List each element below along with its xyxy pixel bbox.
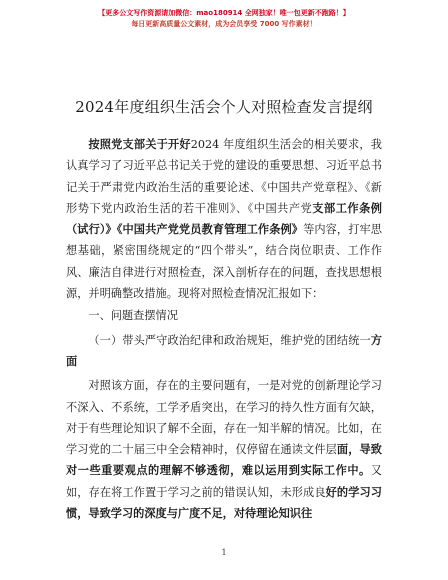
intro-bold-regulations: 支部工作条例（试行）》《中国共产党党员教育管理工作条例》 (66, 201, 382, 237)
section-heading: 一、问题查摆情况 (88, 309, 178, 323)
body-text-1: 对照该方面，存在的主要问题有，一是对党的创新理论学习不深入、不系统，工学矛盾突出，在学习的持久性方面有欠缺，对于有些理论知识了解不全面，存在一知半解的情况。比如，在学习党的二十届三中全会精神时，仅停留在通读文件层 (66, 379, 382, 457)
document-body (66, 134, 382, 524)
intro-text-1: 2024 年度组织生活会的相关要求，我认真学习了习近平总书记关于党的建设的重要思想、习近平总书记关于严肃党内政治生活的重要论述、《中国共产党章程》、《新形势下党内政治生活的若干准则》、《中国共产党 (66, 138, 382, 215)
intro-paragraph (66, 134, 382, 304)
promo-line-2: 每日更新高质量公文素材，成为会员享受 7000 写作素材！ (131, 20, 317, 28)
document-title: 2024年度组织生活会个人对照检查发言提纲 (75, 98, 373, 116)
body-bold-1: 面，导致对一些重要观点的理解不够透彻，难以运用到实际工作中。 (66, 443, 382, 478)
subsection-heading-text: （一）带头严守政治纪律和政治规矩，维护党的团结统一 (88, 333, 371, 347)
page-number: 1 (221, 548, 227, 557)
promo-banner (0, 8, 448, 30)
body-text-2: 又如，存在将工作置于学习之前的错误认知，未形成良 (66, 464, 382, 499)
subsection-heading-bold: 方面 (66, 333, 382, 368)
body-paragraph (66, 375, 382, 524)
intro-text-2: 等内容，打牢思想基础，紧密围绕规定的“四个带头”，结合岗位职责、工作作风、廉洁自律进行对照检查，深入剖析存在的问题，查找思想根源，并明确整改措施。现将对照检查情况汇报如下： (66, 223, 382, 301)
intro-bold-lead: 按照党支部关于开好 (88, 138, 191, 151)
promo-line-1: 【更多公文写作资源请加微信：mao180914 全网独家！唯一包更新不跑路！】 (98, 9, 350, 17)
subsection-heading (66, 330, 382, 373)
body-bold-2: 好的学习习惯，导致学习的深度与广度不足，对待理论知识往 (66, 485, 382, 521)
